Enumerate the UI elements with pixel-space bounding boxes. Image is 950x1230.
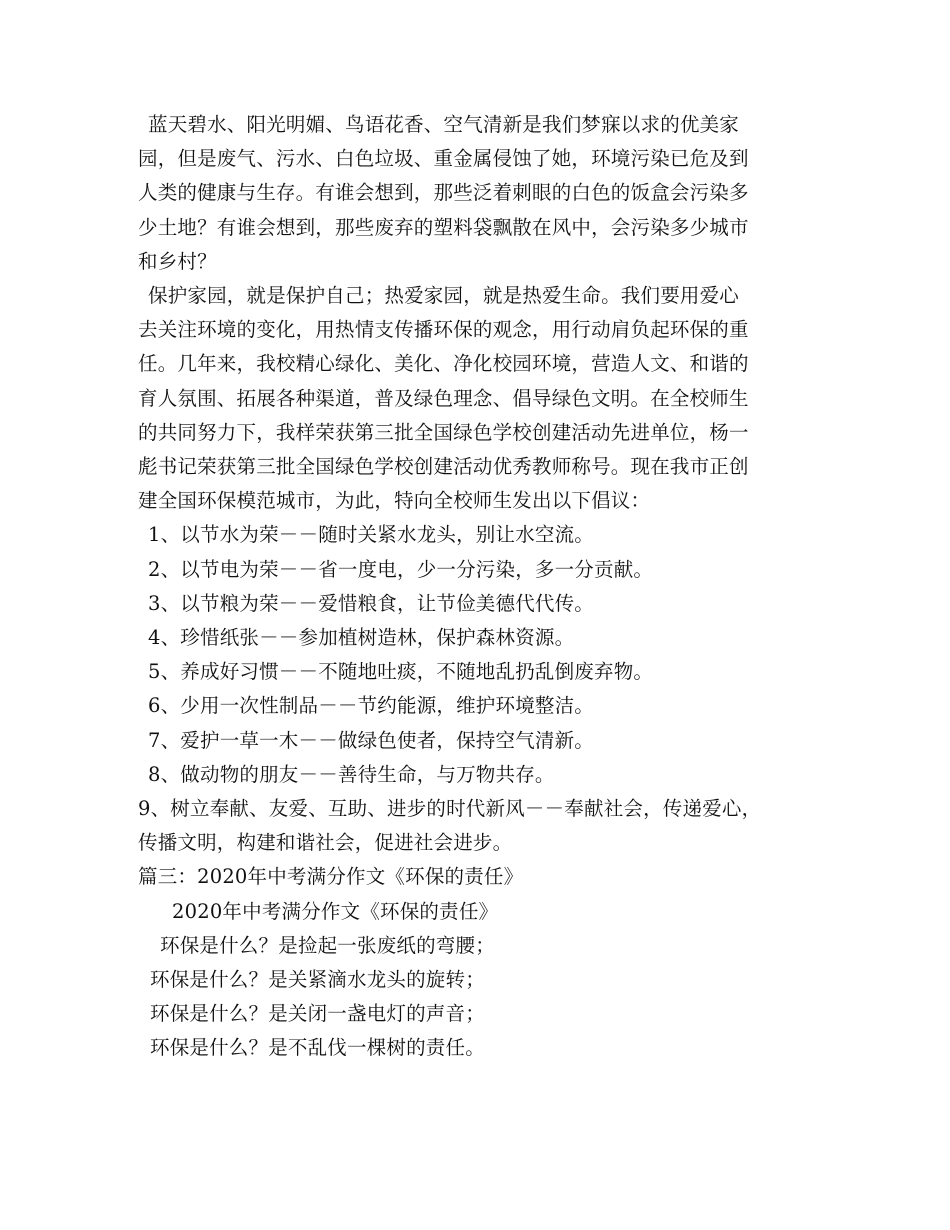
essay-line: 环保是什么？是捡起一张废纸的弯腰；: [160, 933, 495, 957]
essay-body: [138, 929, 828, 1066]
paragraph-line: 少土地？有谁会想到，那些废弃的塑料袋飘散在风中，会污染多少城市: [138, 215, 749, 239]
proposal-item: 7、爱护一草一木－－做绿色使者，保持空气清新。: [148, 728, 595, 752]
document-body: [138, 108, 828, 1066]
proposal-list: [138, 518, 828, 792]
paragraph-line: 园，但是废气、污水、白色垃圾、重金属侵蚀了她，环境污染已危及到: [138, 147, 749, 171]
proposal-item-9: [138, 792, 828, 860]
paragraph-line: 建全国环保模范城市，为此，特向全校师生发出以下倡议：: [138, 489, 651, 513]
paragraph-line: 人类的健康与生存。有谁会想到，那些泛着刺眼的白色的饭盒会污染多: [138, 181, 749, 205]
essay-title: 2020年中考满分作文《环保的责任》: [172, 899, 499, 923]
section-heading: 篇三：2020年中考满分作文《环保的责任》: [138, 865, 524, 889]
proposal-item: 6、少用一次性制品－－节约能源，维护环境整洁。: [148, 694, 595, 718]
proposal-item: 2、以节电为荣－－省一度电，少一分污染，多一分贡献。: [148, 557, 654, 581]
proposal-item: 8、做动物的朋友－－善待生命，与万物共存。: [148, 762, 555, 786]
paragraph-line: 和乡村？: [138, 249, 217, 273]
paragraph-line: 蓝天碧水、阳光明媚、鸟语花香、空气清新是我们梦寐以求的优美家: [148, 113, 740, 136]
paragraph-line: 去关注环境的变化，用热情支传播环保的观念，用行动肩负起环保的重: [138, 318, 749, 342]
paragraph-line: 保护家园，就是保护自己；热爱家园，就是热爱生命。我们要用爱心: [148, 284, 740, 308]
essay-line: 环保是什么？是关紧滴水龙头的旋转；: [150, 968, 485, 992]
proposal-item: 3、以节粮为荣－－爱惜粮食，让节俭美德代代传。: [148, 591, 595, 615]
essay-line: 环保是什么？是关闭一盏电灯的声音；: [150, 1002, 485, 1026]
proposal-item: 1、以节水为荣－－随时关紧水龙头，别让水空流。: [148, 523, 595, 547]
proposal-item: 5、养成好习惯－－不随地吐痰，不随地乱扔乱倒废弃物。: [148, 660, 654, 684]
paragraph-line: 育人氛围、拓展各种渠道，普及绿色理念、倡导绿色文明。在全校师生: [138, 386, 749, 410]
paragraph-line: 彪书记荣获第三批全国绿色学校创建活动优秀教师称号。现在我市正创: [138, 455, 749, 479]
proposal-intro-paragraph: [138, 279, 828, 518]
paragraph-line: 任。几年来，我校精心绿化、美化、净化校园环境，营造人文、和谐的: [138, 352, 749, 376]
intro-paragraph: [138, 108, 828, 279]
paragraph-line: 传播文明，构建和谐社会，促进社会进步。: [138, 831, 513, 855]
proposal-item: 4、珍惜纸张－－参加植树造林，保护森林资源。: [148, 626, 575, 650]
paragraph-line: 9、树立奉献、友爱、互助、进步的时代新风－－奉献社会，传递爱心，: [138, 797, 762, 821]
essay-line: 环保是什么？是不乱伐一棵树的责任。: [150, 1036, 485, 1060]
paragraph-line: 的共同努力下，我样荣获第三批全国绿色学校创建活动先进单位，杨一: [138, 420, 749, 444]
